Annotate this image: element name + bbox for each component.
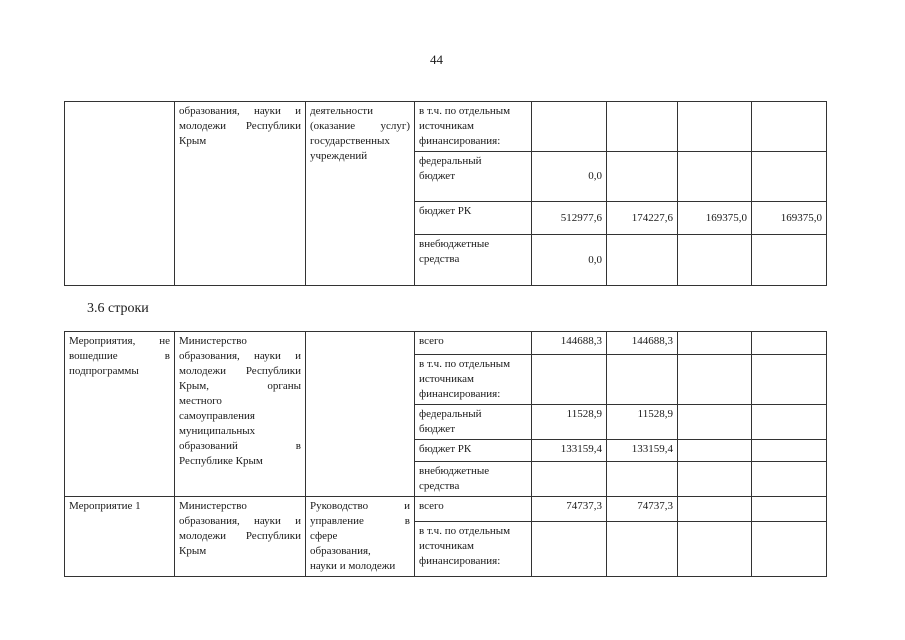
t2-g2-event-cell bbox=[65, 497, 175, 577]
t1-source-line: финансирования: bbox=[419, 135, 501, 147]
t2-g1-event-line: Мероприятия, не bbox=[69, 335, 170, 347]
t2-value-cell bbox=[678, 440, 752, 462]
t1-responsible-line: молодежи Республики bbox=[179, 120, 301, 132]
t1-value-cell bbox=[678, 235, 752, 286]
t1-source-line: в т.ч. по отдельным bbox=[419, 105, 511, 117]
t1-activity-line: учреждений bbox=[310, 150, 368, 162]
t1-value-cell: 174227,6 bbox=[607, 202, 678, 235]
t1-activity-line: (оказание услуг) bbox=[310, 120, 410, 132]
t2-value-cell: 74737,3 bbox=[607, 497, 678, 522]
t1-source-line: внебюджетные bbox=[419, 238, 490, 250]
t1-responsible-line: Крым bbox=[179, 135, 207, 147]
t2-value-cell bbox=[752, 405, 827, 440]
t1-value-cell: 169375,0 bbox=[678, 202, 752, 235]
t1-source-cell bbox=[415, 235, 532, 286]
t1-source-line: федеральный bbox=[419, 155, 482, 167]
t1-value-cell bbox=[678, 102, 752, 152]
t2-g1-responsible-line: молодежи Республики bbox=[179, 365, 301, 377]
t2-g2-activity-line: Руководство и bbox=[310, 500, 410, 512]
t2-value-cell bbox=[607, 355, 678, 405]
t1-source-line: средства bbox=[419, 253, 460, 265]
t2-g1-event-line: вошедшие в bbox=[69, 350, 170, 362]
t2-value-cell: 144688,3 bbox=[532, 332, 607, 355]
t2-g2-activity-line: управление в bbox=[310, 515, 410, 527]
t2-g1-responsible-line: образования, науки и bbox=[179, 350, 301, 362]
t1-source-line: бюджет РК bbox=[419, 205, 472, 217]
t2-value-cell: 133159,4 bbox=[532, 440, 607, 462]
t2-source-cell bbox=[415, 405, 532, 440]
t1-value-cell: 0,0 bbox=[532, 152, 607, 202]
t2-value-cell bbox=[532, 462, 607, 497]
t1-value-cell bbox=[607, 152, 678, 202]
t2-g2-responsible-line: образования, науки и bbox=[179, 515, 301, 527]
t2-g2-responsible-line: Крым bbox=[179, 545, 207, 557]
t2-source-line: источникам bbox=[419, 540, 474, 553]
t2-value-cell: 11528,9 bbox=[607, 405, 678, 440]
t1-activity-line: деятельности bbox=[310, 105, 373, 117]
t2-source-line: финансирования: bbox=[419, 555, 501, 568]
t2-value-cell: 144688,3 bbox=[607, 332, 678, 355]
t2-value-cell: 11528,9 bbox=[532, 405, 607, 440]
t2-source-line: внебюджетные bbox=[419, 465, 490, 477]
section-label: 3.6 строки bbox=[87, 301, 149, 316]
t2-source-cell bbox=[415, 522, 532, 577]
t2-source-line: бюджет РК bbox=[419, 443, 472, 455]
t2-source-line: средства bbox=[419, 480, 460, 492]
budget-table-3-6 bbox=[64, 331, 827, 577]
t2-g1-responsible-line: самоуправления bbox=[179, 410, 255, 422]
t2-value-cell: 74737,3 bbox=[532, 497, 607, 522]
t2-g1-responsible-line: Республике Крым bbox=[179, 455, 263, 467]
t2-value-cell bbox=[532, 355, 607, 405]
t2-source-line: бюджет bbox=[419, 423, 455, 435]
t2-source-cell bbox=[415, 355, 532, 405]
t2-value-cell bbox=[607, 462, 678, 497]
t2-source-line: всего bbox=[419, 500, 444, 512]
t2-g1-responsible-cell bbox=[175, 332, 306, 497]
t1-value-cell bbox=[678, 152, 752, 202]
t1-source-cell bbox=[415, 102, 532, 152]
page-number: 44 bbox=[430, 52, 443, 67]
t1-source-line: источникам bbox=[419, 120, 474, 132]
budget-table-continued bbox=[64, 101, 827, 286]
t2-value-cell bbox=[752, 522, 827, 577]
t2-value-cell bbox=[678, 332, 752, 355]
t2-g1-event-cell bbox=[65, 332, 175, 497]
t2-g1-responsible-line: Министерство bbox=[179, 335, 247, 347]
t2-g1-responsible-line: Крым, органы bbox=[179, 380, 301, 392]
t2-value-cell bbox=[752, 462, 827, 497]
t2-g2-responsible-line: молодежи Республики bbox=[179, 530, 301, 542]
t2-value-cell bbox=[752, 355, 827, 405]
t1-value-cell bbox=[607, 102, 678, 152]
t2-source-cell bbox=[415, 332, 532, 355]
t2-g2-activity-line: науки и молодежи bbox=[310, 560, 396, 572]
t2-source-cell bbox=[415, 497, 532, 522]
t2-g2-activity-line: сфере bbox=[310, 530, 338, 542]
t2-g2-responsible-cell bbox=[175, 497, 306, 577]
t2-value-cell bbox=[752, 497, 827, 522]
t1-value-cell bbox=[752, 152, 827, 202]
t2-g2-event-line: Мероприятие 1 bbox=[69, 500, 141, 512]
t2-g1-responsible-line: муниципальных bbox=[179, 425, 256, 437]
t2-value-cell bbox=[607, 522, 678, 577]
t1-value-cell: 169375,0 bbox=[752, 202, 827, 235]
t1-value-cell bbox=[607, 235, 678, 286]
t2-g2-activity-cell bbox=[306, 497, 415, 577]
t1-value-cell: 512977,6 bbox=[532, 202, 607, 235]
t1-value-cell bbox=[532, 102, 607, 152]
t1-value-cell: 0,0 bbox=[532, 235, 607, 286]
t1-value-cell bbox=[752, 102, 827, 152]
t2-value-cell bbox=[752, 332, 827, 355]
t1-responsible-cell bbox=[175, 102, 306, 286]
t1-col-a-cell bbox=[65, 102, 175, 286]
t2-source-line: федеральный bbox=[419, 408, 482, 420]
t2-g1-event-line: подпрограммы bbox=[69, 365, 139, 377]
t1-activity-line: государственных bbox=[310, 135, 390, 147]
t2-value-cell: 133159,4 bbox=[607, 440, 678, 462]
t1-activity-cell bbox=[306, 102, 415, 286]
t2-source-cell bbox=[415, 440, 532, 462]
t1-value-cell bbox=[752, 235, 827, 286]
t2-value-cell bbox=[678, 405, 752, 440]
t2-value-cell bbox=[752, 440, 827, 462]
t2-value-cell bbox=[678, 355, 752, 405]
t2-g2-responsible-line: Министерство bbox=[179, 500, 247, 512]
t2-source-line: в т.ч. по отдельным bbox=[419, 358, 511, 370]
t2-value-cell bbox=[678, 522, 752, 577]
t1-source-cell bbox=[415, 152, 532, 202]
t2-source-line: источникам bbox=[419, 373, 474, 385]
t2-g1-activity-cell bbox=[306, 332, 415, 497]
t2-g2-activity-line: образования, bbox=[310, 545, 371, 557]
t1-source-line: бюджет bbox=[419, 170, 455, 182]
t2-source-cell bbox=[415, 462, 532, 497]
t2-g1-responsible-line: местного bbox=[179, 395, 222, 407]
t2-value-cell bbox=[678, 462, 752, 497]
t2-value-cell bbox=[678, 497, 752, 522]
t1-source-cell bbox=[415, 202, 532, 235]
t1-responsible-line: образования, науки и bbox=[179, 105, 301, 117]
t2-source-line: финансирования: bbox=[419, 388, 501, 400]
t2-g1-responsible-line: образований в bbox=[179, 440, 301, 452]
t2-source-line: всего bbox=[419, 335, 444, 347]
t2-value-cell bbox=[532, 522, 607, 577]
t2-source-line: в т.ч. по отдельным bbox=[419, 525, 511, 538]
